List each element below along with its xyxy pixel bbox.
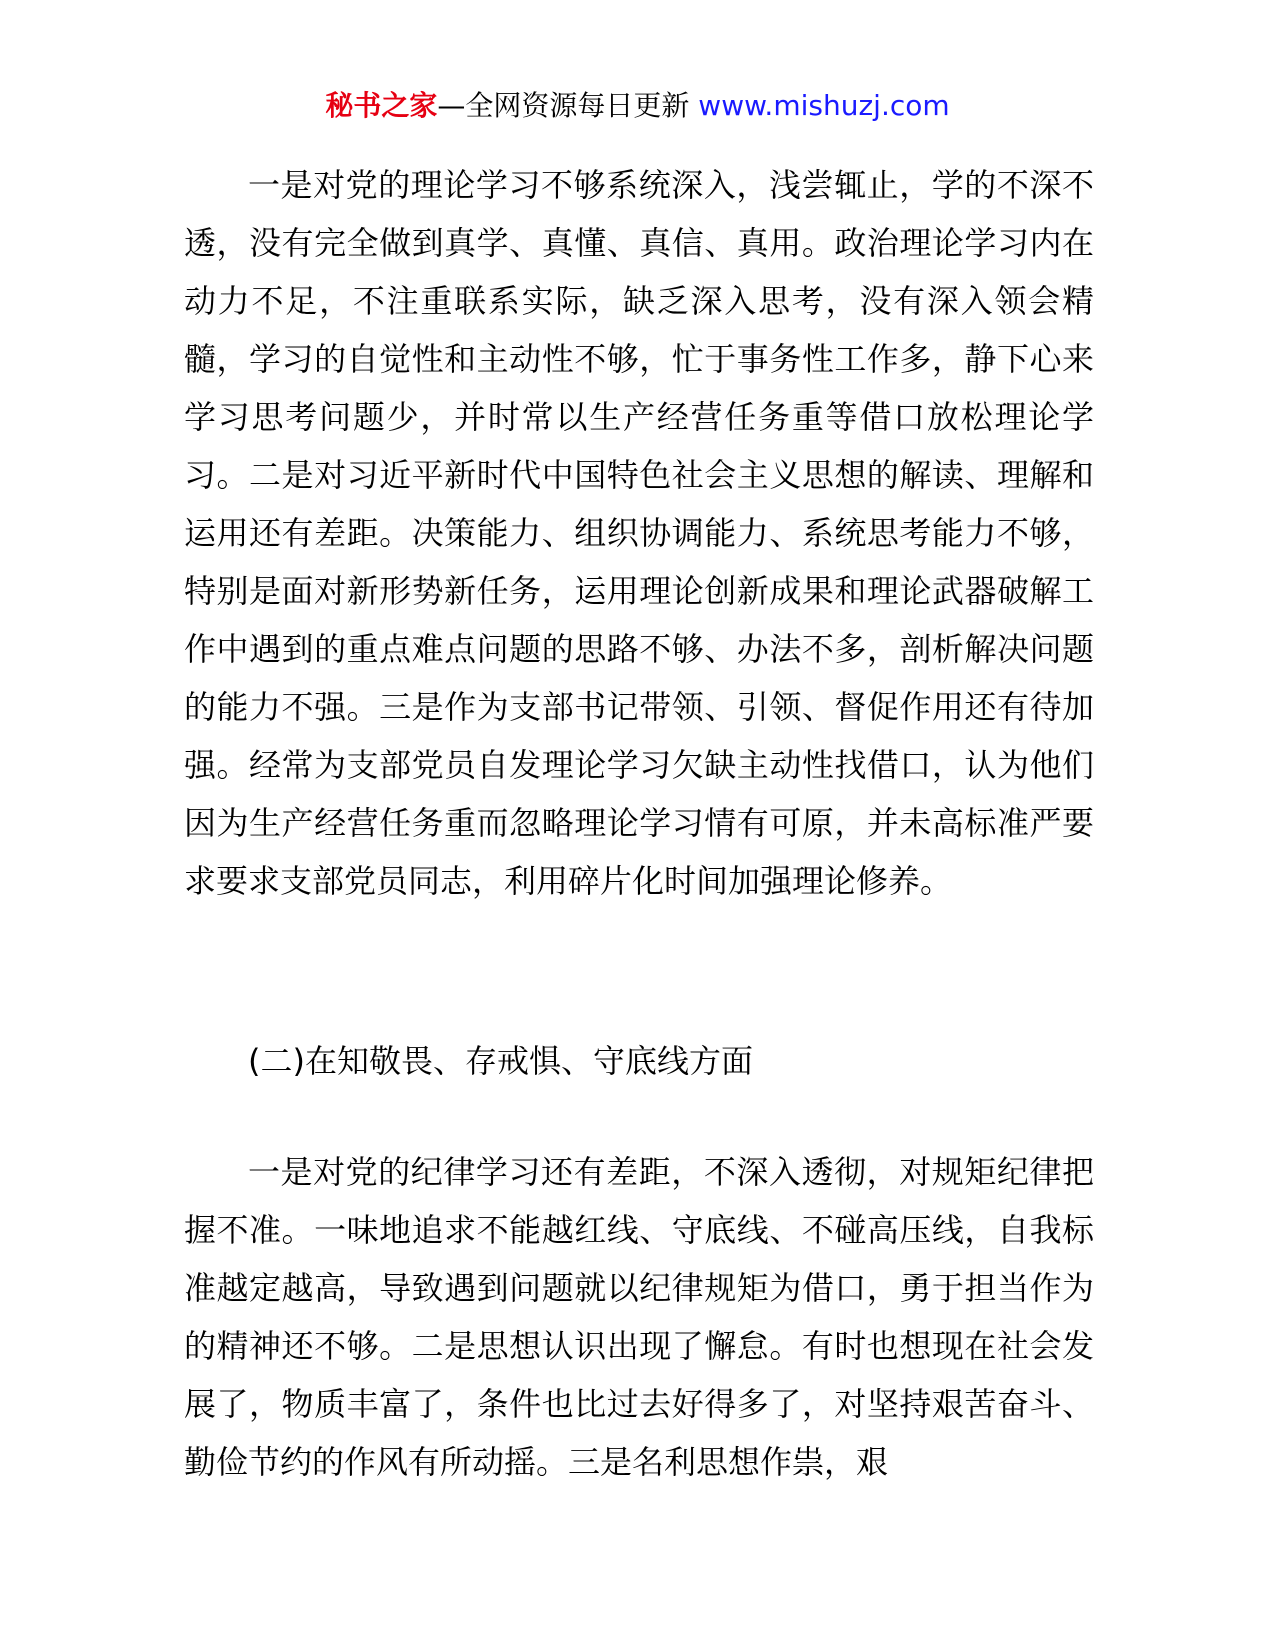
body-paragraph-2: 一是对党的纪律学习还有差距，不深入透彻，对规矩纪律把握不准。一味地追求不能越红线、守底线、不碰高压线，自我标准越定越高，导致遇到问题就以纪律规矩为借口，勇于担当作为的精神还不够。二是思想认识出现了懈怠。有时也想现在社会发展了，物质丰富了，条件也比过去好得多了，对坚持艰苦奋斗、勤俭节约的作风有所动摇。三是名利思想作祟，艰 xyxy=(184,1153,1094,1481)
header-tagline: —全网资源每日更新 xyxy=(437,89,690,122)
site-url-link[interactable]: www.mishuzj.com xyxy=(698,89,950,122)
body-paragraph-1: 一是对党的理论学习不够系统深入，浅尝辄止，学的不深不透，没有完全做到真学、真懂、真信、真用。政治理论学习内在动力不足，不注重联系实际，缺乏深入思考，没有深入领会精髓，学习的自觉性和主动性不够，忙于事务性工作多，静下心来学习思考问题少，并时常以生产经营任务重等借口放松理论学习。二是对习近平新时代中国特色社会主义思想的解读、理解和运用还有差距。决策能力、组织协调能力、系统思考能力不够，特别是面对新形势新任务，运用理论创新成果和理论武器破解工作中遇到的重点难点问题的思路不够、办法不多，剖析解决问题的能力不强。三是作为支部书记带领、引领、督促作用还有待加强。经常为支部党员自发理论学习欠缺主动性找借口，认为他们因为生产经营任务重而忽略理论学习情有可原，并未高标准严要求要求支部党员同志，利用碎片化时间加强理论修养。 xyxy=(184,166,1094,900)
brand-name: 秘书之家 xyxy=(325,89,438,122)
section-heading: (二)在知敬畏、存戒惧、守底线方面 xyxy=(248,1042,753,1080)
page-header xyxy=(0,86,1275,126)
